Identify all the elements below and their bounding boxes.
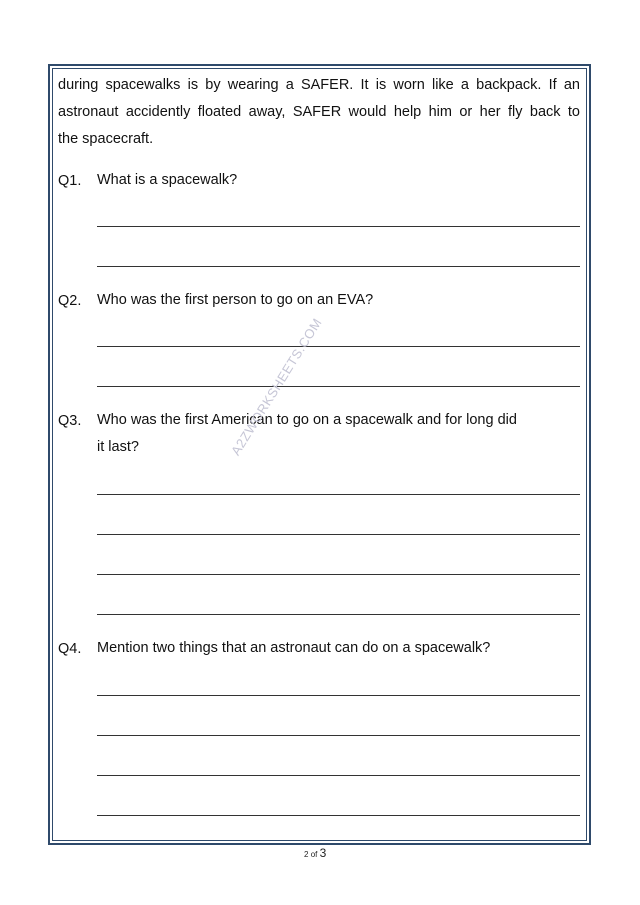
passage-line: the spacecraft. <box>58 131 154 147</box>
page-number <box>304 846 326 860</box>
answer-line[interactable] <box>97 815 580 816</box>
question-1-text: What is a spacewalk? <box>97 172 238 188</box>
watermark: A2ZWORKSHEETS.COM <box>228 315 325 458</box>
answer-line[interactable] <box>97 695 580 696</box>
answer-line[interactable] <box>97 735 580 736</box>
question-3-text-continued: it last? <box>97 439 139 455</box>
answer-line[interactable] <box>97 494 580 495</box>
answer-line[interactable] <box>97 386 580 387</box>
answer-line[interactable] <box>97 574 580 575</box>
page-total: 3 <box>319 846 327 860</box>
question-1-label: Q1. <box>58 173 82 189</box>
reading-passage <box>58 72 580 153</box>
answer-line[interactable] <box>97 346 580 347</box>
question-2-label: Q2. <box>58 293 82 309</box>
question-3-text: Who was the first American to go on a spacewalk and for long did <box>97 412 517 428</box>
answer-line[interactable] <box>97 226 580 227</box>
question-3-label: Q3. <box>58 413 82 429</box>
question-2-text: Who was the first person to go on an EVA? <box>97 292 374 308</box>
answer-line[interactable] <box>97 775 580 776</box>
question-4-text: Mention two things that an astronaut can do on a spacewalk? <box>97 640 491 656</box>
page-of: of <box>310 850 318 859</box>
answer-line[interactable] <box>97 266 580 267</box>
question-4-label: Q4. <box>58 641 82 657</box>
passage-line: during spacewalks is by wearing a SAFER. It is worn like a backpack. If an <box>58 77 580 93</box>
page-current: 2 <box>304 850 309 859</box>
passage-line: astronaut accidently floated away, SAFER would help him or her fly back to <box>58 104 580 120</box>
answer-line[interactable] <box>97 534 580 535</box>
answer-line[interactable] <box>97 614 580 615</box>
